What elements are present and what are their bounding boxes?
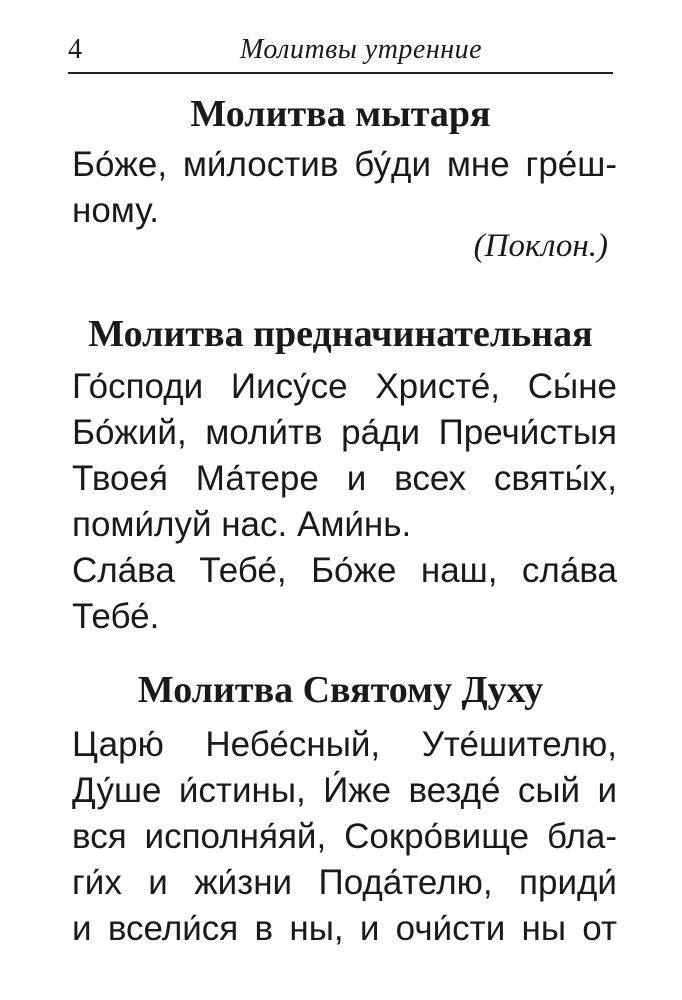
text-line: Ду́ше и́стины, И́же везде́ сый и xyxy=(72,771,617,810)
text-line: Сла́ва Тебе́, Бо́же наш, сла́ва xyxy=(72,551,617,590)
text-line: и всели́ся в ны, и очи́сти ны от xyxy=(72,909,617,948)
prayer-text-initial xyxy=(72,364,617,548)
text-line: Бо́же, ми́лостив бу́ди мне гре́ш- xyxy=(72,145,617,184)
text-line: Тебе́. xyxy=(72,597,160,636)
prayer-text-holy-spirit xyxy=(72,722,617,952)
prayer-text-glory xyxy=(72,548,617,640)
section-title-initial: Молитва предначинательная xyxy=(88,313,593,355)
text-line: Твоея́ Ма́тере и всех святы́х, xyxy=(72,459,617,498)
running-header xyxy=(68,28,613,74)
page-number: 4 xyxy=(68,34,82,65)
section-title-publican: Молитва мытаря xyxy=(190,93,491,135)
text-line: Царю́ Небе́сный, Уте́шителю, xyxy=(72,725,617,764)
text-line: поми́луй нас. Ами́нь. xyxy=(72,505,412,544)
running-title: Молитвы утренние xyxy=(240,34,483,65)
text-line: ги́х и жи́зни Пода́телю, приди́ xyxy=(72,863,617,902)
prayer-text-publican xyxy=(72,142,617,234)
text-line: Го́споди Иису́се Христе́, Сы́не xyxy=(72,367,617,406)
section-title-holy-spirit: Молитва Святому Духу xyxy=(137,669,544,711)
text-line: вся исполня́яй, Сокро́вище бла- xyxy=(72,817,617,856)
text-line: ному. xyxy=(72,191,159,230)
text-line: Бо́жий, моли́тв ра́ди Пречи́стыя xyxy=(72,413,617,452)
rubric-bow: (Поклон.) xyxy=(473,228,608,264)
